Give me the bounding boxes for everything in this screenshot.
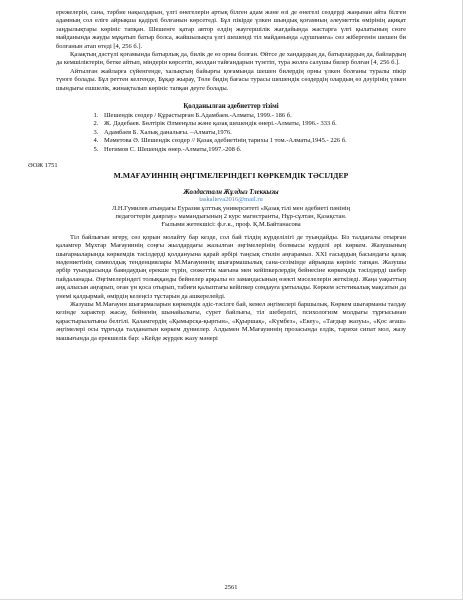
body-paragraph-2: Жазушы М.Мағауин шығармаларын көркемдік әдіс-тәсілге бай, кемел әңгімелері баршылық. Көркем шығарманы талдау кезінде характер жасау, бейненің шынайылығы, сурет байлығы, тіл шеберлігі, психологизм молдығы тұрғысынан қарастырылатыны белгілі. Қаламгердің «Қымырсқа-қыргын», «Құыршақ», «Күмбез», «Екеу», «Тағдыр жазуы», «Қос ағаш» әңгімелері осы тұрғыда талданатын көркем дүниелер. Алдымен М.Мағауиннің прозасында елдік, тарихи сипат мол, жазу машығында да ерекшелік бар: «Кейде жүрдек жазу мәнері — [56, 300, 406, 342]
reference-item: 2. Ж. Дәдебаев. Бөлтірік Әлменұлы және қазақ шешендік өнері.-Алматы, 1996.- 333 б. — [100, 120, 406, 128]
author-affiliation — [56, 205, 406, 230]
reference-item: 4. Мәметова Ә. Шешендік сөздер // Қазақ әдебиетінің тарихы 1 том.-Алматы,1945.- 226 б. — [100, 137, 406, 145]
intro-paragraph-1: ережелерін, сана, тәрбие нақылдарын, үлгі өнегелерін артық білген адам және өзі де өнегелі сөздерді жаңынан айта білген адамның сол еліге айрықша қадірлі болғанын көрсетеді. Бұл пікірде үлкен шындық қоғамның әлеуметтік өмірінің ақиқат заңдылықтары көрініс тапқан. Шешенге қатар автор елдің жаугершілік жағдайында жастарға үлгі қылатының сөзге майданында жауды мұқатып батыр болса, жайшылықта үлгі шешенді тіл майданында «душпанға» сөз жібергенін шешен би болғанын атап өтеді [4, 256 б.]. — [56, 9, 406, 50]
affiliation-line-1: Л.Н.Гумилев атындағы Еуразия ұлттық университеті «Қазақ тілі мен әдебиеті пәнінің — [111, 204, 351, 212]
intro-paragraph-3: Айтылған жайларға сүйенгенде, халықтың байырғы қоғамында шешен билердің орны үлкен болғаны туралы пікір түюге болады. Бұл реттен келгенде, Бұқар жырау, Төле бидің бағасы турасы шешендік сөздердің олардың өз дәуірінің үлкен шындығы ешшелік, жинақталып көрініс тапқан деуге болады. — [56, 67, 406, 92]
body-paragraph-1: Тіл байлығын игеру, сөз қорын молайту бар кезде, сол бай тілдің күрделілігі де туындайды. Біз талдағалы отырған қаламгер Мұхтар Мағауиннің соңғы жылдардағы жазылған әңгімелерінің болмысы күрделі әрі көркем. Жазушының шығармаларында көркемдік тәсілдерді қолдануына қарай әрбірі таңсық стилін аңғарамыз. XXI ғасырдың басындағы қазақ мәдениетінің символдық тенденциялары М.Мағауиннің шығармашылық сана-сезімінде айрықша көрініс тапқан. Жазушы әрбір туындысында баяндаудың ерекше түрін, сюжеттік мағына мен кейіпкерлердің бейнесіне көркемдік тәсілдерді шебер пайдаланады. Әңгімелеріндегі толыққанды бейнелер арқылы өз замандасының өзекті мәселелерін жеткізеді. Жаңа уақыттың аңқ алысын аңғарып, оған үн қоса отырып, табиғи қалыптағы кейіпкер сомдауға ұмтылады. Көркем эстетикалық мақсатын да үнемі қалдырмай, өмірдің келеңсіз тұстарын да ашкерелейді. — [56, 233, 406, 300]
references-list — [56, 112, 406, 154]
author-name: Жолдасталн Жұлдыз Тлеккызы — [183, 189, 279, 197]
intro-paragraph-2: Қазақтың дәстүлі қоғамында батырлық да, билік де өз орны болған. Өйтсе де хандардың да, батырлардың да, байлардың да кемшіліктерін, бетке айтып, міндерін көрсетіп, жолдан тайғандарын түзетіп, тура жолға салушы билер болған [4, 256 б.]. — [56, 51, 406, 67]
article-title: М.МАҒАУИННІҢ ӘҢГІМЕЛЕРІНДЕГІ КӨРКЕМДІК ТӘСІЛДЕР — [113, 171, 349, 181]
reference-item: 1. Шешендік сөздер / Құрастырған Б.Адамбаев.-Алматы, 1999.- 186 б. — [100, 112, 406, 120]
reference-item: 5. Негимов С. Шешендік өнер.-Алматы,1997.-208 б. — [100, 146, 406, 154]
supervisor-line: Ғылыми жетекшісі: ф.ғ.к., проф. Қ.М.Байтанасова — [161, 221, 301, 229]
reference-item: 3. Адамбаев Б. Халық даналығы. –Алматы,1976. — [100, 129, 406, 137]
affiliation-line-2: педагогтерін даярлау» мамандығының 2 курс магистранты, Нұр-сұлтан, Қазақстан. — [115, 212, 347, 220]
page-number: 2561 — [224, 584, 238, 591]
udc-code: ӘОЖ 1751 — [28, 162, 58, 170]
references-heading: Қолданылған әдебиеттер тізімі — [183, 103, 279, 111]
author-email-link[interactable]: taskalieva2016@mail.ru — [199, 196, 263, 204]
